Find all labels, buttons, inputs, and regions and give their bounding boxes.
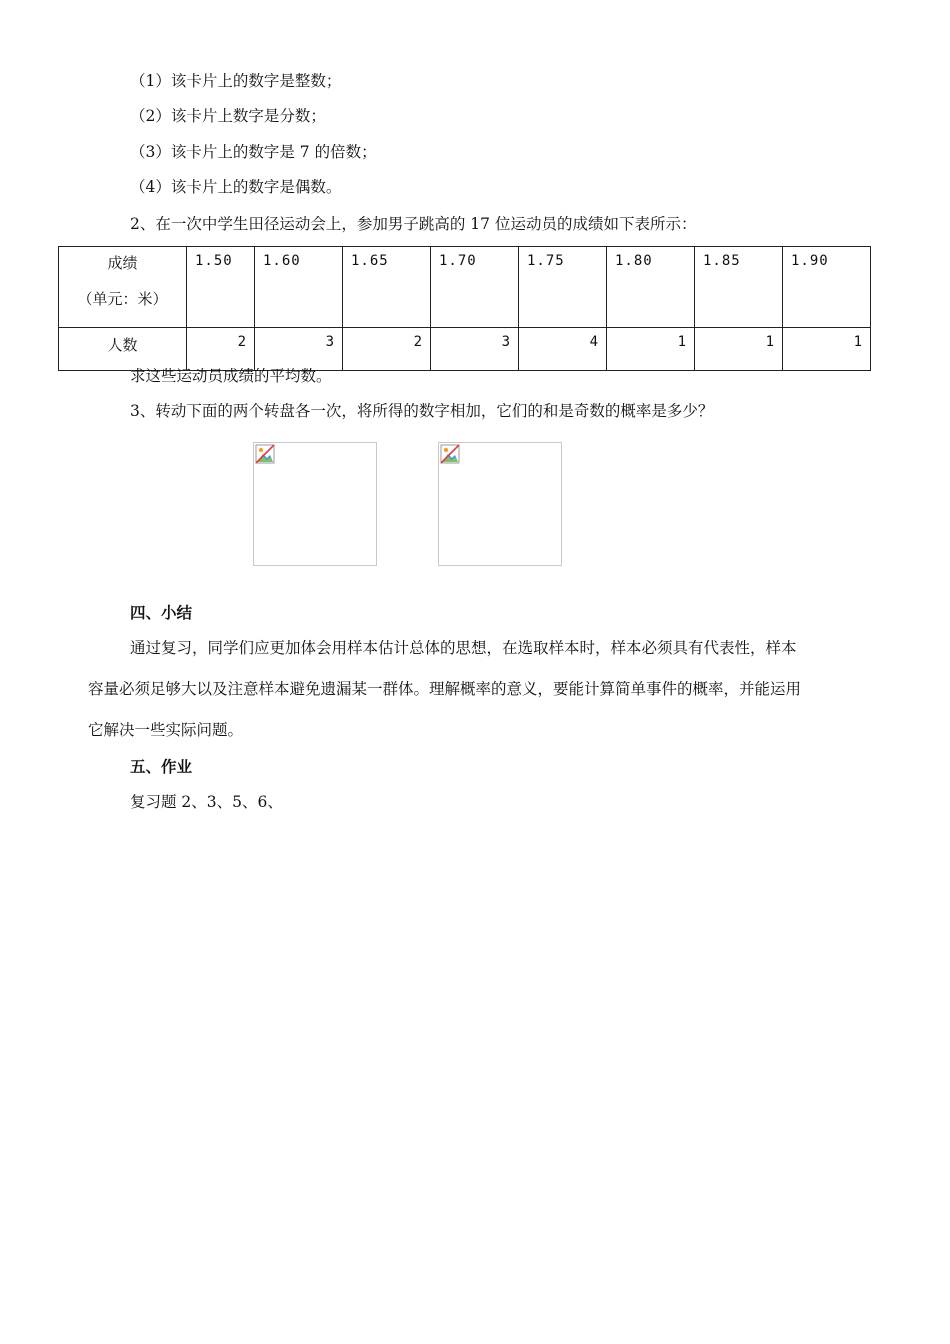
count-row (59, 328, 871, 371)
q2-question: 求这些运动员成绩的平均数。 (130, 367, 332, 385)
count-cell: 2 (343, 328, 431, 371)
item-3: （3）该卡片上的数字是 7 的倍数； (130, 143, 377, 161)
count-cell: 3 (255, 328, 343, 371)
broken-image-icon (255, 444, 275, 464)
count-cell: 4 (519, 328, 607, 371)
score-cell: 1.50 (187, 247, 255, 328)
score-table (58, 246, 871, 371)
spinner-image-2 (438, 442, 562, 566)
score-cell: 1.75 (519, 247, 607, 328)
count-cell: 1 (695, 328, 783, 371)
q2-intro: 2、在一次中学生田径运动会上，参加男子跳高的 17 位运动员的成绩如下表所示： (130, 215, 697, 233)
summary-heading: 四、小结 (130, 604, 193, 622)
spinner-image-1 (253, 442, 377, 566)
q3-text: 3、转动下面的两个转盘各一次，将所得的数字相加，它们的和是奇数的概率是多少？ (130, 402, 714, 420)
score-cell: 1.65 (343, 247, 431, 328)
count-cell: 3 (431, 328, 519, 371)
count-cell: 2 (187, 328, 255, 371)
score-header-label: 成绩 (107, 254, 138, 272)
score-cell: 1.80 (607, 247, 695, 328)
summary-para-line-1: 通过复习，同学们应更加体会用样本估计总体的思想，在选取样本时，样本必须具有代表性，样本 (130, 639, 797, 657)
broken-image-icon (440, 444, 460, 464)
item-2: （2）该卡片上数字是分数； (130, 107, 326, 125)
score-row (59, 247, 871, 328)
item-1: （1）该卡片上的数字是整数； (130, 72, 342, 90)
item-4: （4）该卡片上的数字是偶数。 (130, 178, 342, 196)
count-cell: 1 (783, 328, 871, 371)
score-cell: 1.70 (431, 247, 519, 328)
score-header-cell (59, 247, 187, 328)
homework-heading: 五、作业 (130, 758, 193, 776)
count-header-label: 人数 (59, 328, 187, 371)
count-cell: 1 (607, 328, 695, 371)
homework-text: 复习题 2、3、5、6、 (130, 793, 283, 811)
summary-para-line-2: 容量必须足够大以及注意样本避免遗漏某一群体。理解概率的意义，要能计算简单事件的概率，并能运用 (88, 680, 802, 698)
score-cell: 1.60 (255, 247, 343, 328)
score-cell: 1.90 (783, 247, 871, 328)
score-cell: 1.85 (695, 247, 783, 328)
summary-para-line-3: 它解决一些实际问题。 (88, 721, 244, 739)
score-unit-label: （单元：米） (77, 290, 168, 308)
